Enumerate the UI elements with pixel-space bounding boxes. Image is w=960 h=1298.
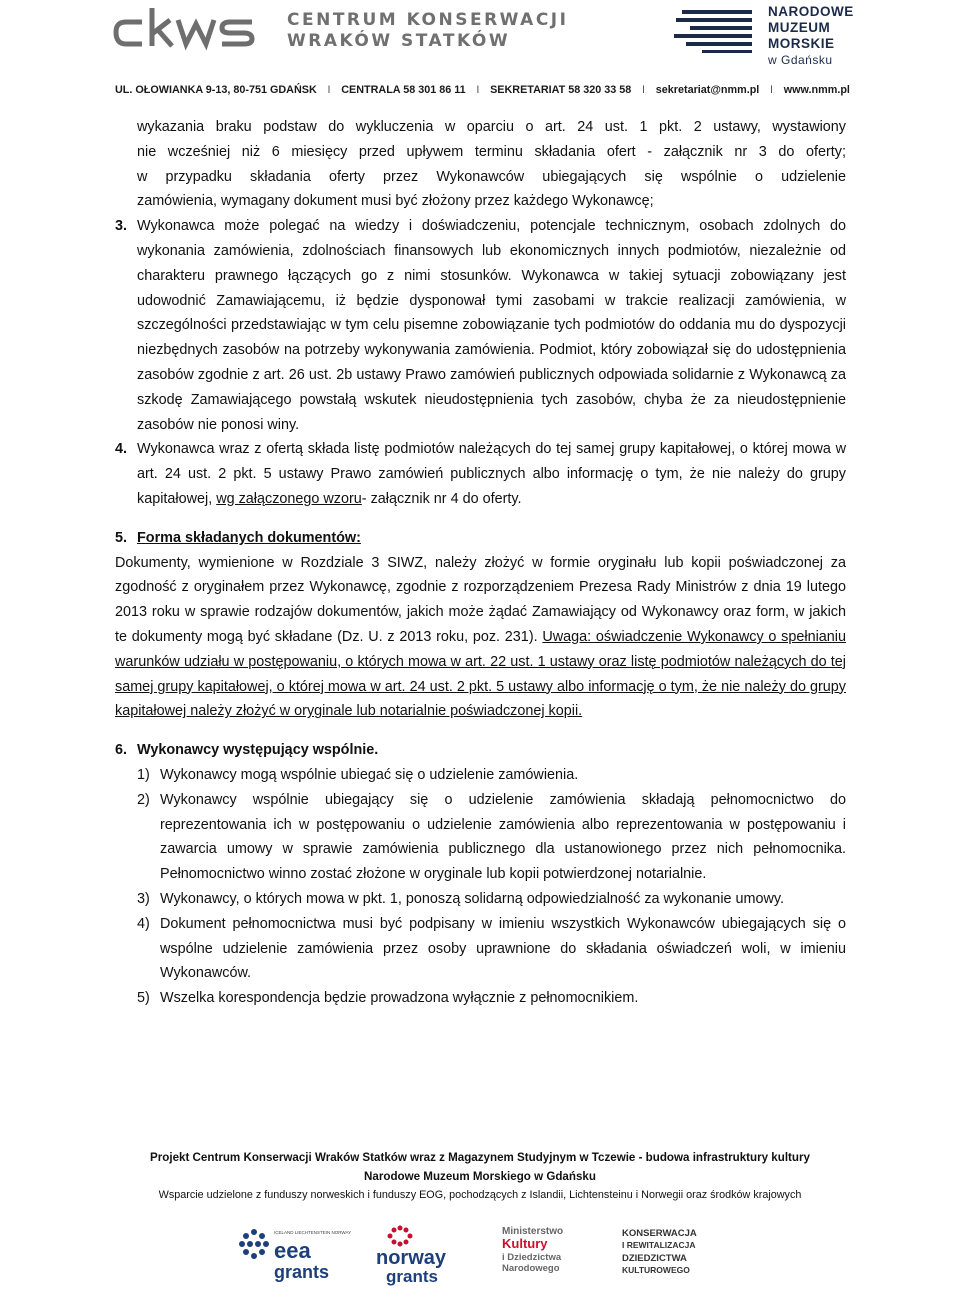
footer-project-line: Projekt Centrum Konserwacji Wraków Statków wraz z Magazynem Studyjnym w Tczewie - budowa infrastruktury kultury (150, 1151, 810, 1164)
contact-email-link[interactable]: sekretariat@nmm.pl (655, 84, 760, 96)
contact-bar (115, 84, 850, 96)
continued-line: zamówienia, wymagany dokument musi być złożony przez każdego Wykonawcę; (137, 193, 654, 210)
nmm-logo-mark (672, 6, 758, 54)
footer-funding-line: Wsparcie udzielone z funduszy norweskich i funduszy EOG, pochodzących z Islandii, Lichtensteinu i Norwegii oraz środków krajowych (158, 1189, 802, 1201)
list-item (137, 887, 846, 912)
underlined-notice: Uwaga: oświadczenie Wykonawcy o spełnianiu warunków udziału w postępowaniu, o których mowa w art. 22 ust. 1 ustawy oraz listę podmiotów należących do tej samej grupy kapitałowej, o której mowa w art. 24 ust. 2 pkt. 5 ustawy albo informację o tym, że nie należy do grupy kapitałowej należy złożyć w oryginale lub notarialnie poświadczonej kopii. (115, 628, 846, 720)
list-item-text: Wykonawca może polegać na wiedzy i doświadczeniu, potencjale technicznym, osobach zdolnych do wykonania zamówienia, zdolnościach finansowych lub ekonomicznych innych podmiotów, niezależnie od charakteru prawnego łączących go z nimi stosunków. Wykonawca w takiej sytuacji zobowiązany jest udowodnić Zamawiającemu, iż będzie dysponował tymi zasobami w trakcie realizacji zamówienia, w szczególności przedstawiając w tym celu pisemne zobowiązanie tych podmiotów do oddania mu do dyspozycji niezbędnych zasobów na potrzeby wykonywania zamówienia. Podmiot, który zobowiązał się do udostępnienia zasobów zgodnie z art. 26 ust. 2b ustawy Prawo zamówień publicznych odpowiada solidarnie z Wykonawcą za szkodę Zamawiającego powstałą wskutek nieudostępnienia tych zasobów, chyba że za nieudostępnienie zasobów nie ponosi winy. (137, 218, 846, 433)
section-6-list (115, 763, 846, 1011)
nmm-name-line1: NARODOWE (768, 4, 854, 19)
norway-grants-icon (372, 1222, 482, 1284)
eea-text: eea (274, 1238, 311, 1263)
contact-separator: I (642, 84, 646, 96)
ckws-name-line1: CENTRUM KONSERWACJI (287, 10, 569, 30)
ckws-name (287, 10, 568, 52)
continued-line: nie wcześniej niż 6 miesięcy przed upływem terminu składania ofert - załącznik nr 3 do oferty; (137, 143, 846, 160)
list-item (137, 788, 846, 887)
section-number: 6. (115, 742, 128, 759)
section-5-paragraph (115, 551, 846, 725)
underlined-text: wg załączonego wzoru (216, 490, 362, 507)
contact-phone-central: CENTRALA 58 301 86 11 (341, 84, 466, 96)
mkidn-icon (500, 1218, 580, 1280)
ckws-logo-mark (112, 4, 282, 56)
list-item-4 (115, 437, 846, 511)
list-item-number: 4. (115, 441, 128, 458)
mkidn-line1: Ministerstwo (502, 1226, 564, 1237)
list-item-number: 2) (137, 791, 150, 808)
footer-institution-line: Narodowe Muzeum Morskiego w Gdańsku (364, 1170, 596, 1183)
section-title: Wykonawcy występujący wspólnie. (137, 742, 379, 759)
list-item-text (137, 437, 846, 511)
nmm-name-line4: w Gdańsku (768, 53, 833, 67)
list-item-text: Dokument pełnomocnictwa musi być podpisany w imieniu wszystkich Wykonawców ubiegających się o wspólne udzielenie zamówienia przez osoby uprawnione do składania oświadczeń woli, w imieniu Wykonawców. (160, 915, 846, 982)
krdk-icon (620, 1222, 702, 1282)
mkidn-logo (500, 1218, 580, 1280)
section-6-heading (115, 738, 846, 763)
nmm-name (768, 4, 854, 68)
document-body (115, 115, 846, 1011)
krdk-line1: KONSERWACJA (622, 1228, 697, 1239)
contact-separator: I (327, 84, 331, 96)
ckws-name-line2: WRAKÓW STATKÓW (287, 31, 511, 51)
list-item-number: 3. (115, 218, 128, 235)
continued-paragraph (115, 115, 846, 214)
list-item-number: 5) (137, 990, 150, 1007)
list-item-text: Wykonawcy, o których mowa w pkt. 1, ponoszą solidarną odpowiedzialność za wykonanie umowy. (160, 890, 785, 907)
list-item-text-part: Wykonawca wraz z ofertą składa listę podmiotów należących do tej samej grupy kapitałowej, o której mowa w art. 24 ust. 2 pkt. 5 ustawy Prawo zamówień publicznych albo informację o tym, że nie należy do grupy kapitałowej, (137, 441, 846, 507)
section-title: Forma składanych dokumentów: (137, 529, 361, 546)
krdk-line2: I REWITALIZACJA (622, 1240, 696, 1250)
list-item (137, 763, 846, 788)
list-item-text: Wszelka korespondencja będzie prowadzona wyłącznie z pełnomocnikiem. (160, 990, 639, 1007)
contact-separator: I (770, 84, 774, 96)
krdk-logo (620, 1222, 702, 1282)
nmm-name-line3: MORSKIE (768, 36, 835, 51)
krdk-line4: KULTUROWEGO (622, 1265, 690, 1275)
ckws-logo (112, 4, 282, 56)
section-5-heading (115, 526, 846, 551)
norway-text: norway (376, 1247, 447, 1269)
page-footer (0, 1148, 960, 1204)
section-number: 5. (115, 529, 128, 546)
mkidn-line2: Kultury (502, 1236, 548, 1251)
list-item-text-part: - załącznik nr 4 do oferty. (361, 490, 522, 507)
list-item-text: Wykonawcy wspólnie ubiegający się o udzielenie zamówienia składają pełnomocnictwo do reprezentowania ich w postępowaniu o udzielenie zamówienia albo reprezentowania w postępowaniu i zawarcia umowy w sprawie zamówienia publicznego dla ustanowionego przez nich pełnomocnika. Pełnomocnictwo winno zostać złożone w oryginale lub kopii potwierdzonej notarialnie. (160, 791, 846, 883)
nmm-name-line2: MUZEUM (768, 20, 831, 35)
list-item-text: Wykonawcy mogą wspólnie ubiegać się o udzielenie zamówienia. (160, 766, 579, 783)
contact-phone-secretariat: SEKRETARIAT 58 320 33 58 (490, 84, 632, 96)
list-item-number: 1) (137, 766, 150, 783)
list-item-number: 3) (137, 890, 150, 907)
mkidn-line4: Narodowego (502, 1263, 560, 1274)
footer-logos (0, 1212, 960, 1292)
page-header (0, 0, 960, 110)
list-item (137, 912, 846, 986)
contact-website-link[interactable]: www.nmm.pl (783, 84, 850, 96)
paragraph-text: Dokumenty, wymienione w Rozdziale 3 SIWZ, należy złożyć w formie oryginału lub kopii poświadczonej za zgodność z oryginałem przez Wykonawcę, zgodnie z rozporządzeniem Prezesa Rady Ministrów z dnia 19 lutego 2013 roku w sprawie rodzajów dokumentów, jakich może żądać Zamawiający od Wykonawcy oraz form, w jakich te dokumenty mogą być składane (Dz. U. z 2013 roku, poz. 231). (115, 554, 846, 645)
contact-address: UL. OŁOWIANKA 9-13, 80-751 GDAŃSK (115, 84, 317, 96)
continued-line: w przypadku składania oferty przez Wykonawców ubiegających się wspólnie o udzielenie (137, 168, 846, 185)
list-item-number: 4) (137, 915, 150, 932)
nmm-stripes-icon (672, 6, 758, 54)
eea-grants-icon (230, 1222, 352, 1284)
eea-country-text: ICELAND LIECHTENSTEIN NORWAY (274, 1230, 352, 1235)
mkidn-line3: i Dziedzictwa (502, 1252, 562, 1263)
continued-line: wykazania braku podstaw do wykluczenia w oparciu o art. 24 ust. 1 pkt. 2 ustawy, wystawiony (137, 119, 846, 135)
list-item-3 (115, 214, 846, 437)
norway-grants-text: grants (386, 1267, 438, 1286)
contact-separator: I (476, 84, 480, 96)
eea-grants-text: grants (274, 1262, 330, 1282)
list-item (137, 986, 846, 1011)
krdk-line3: DZIEDZICTWA (622, 1253, 687, 1264)
eea-grants-logo (230, 1222, 352, 1284)
norway-grants-logo (372, 1222, 482, 1284)
